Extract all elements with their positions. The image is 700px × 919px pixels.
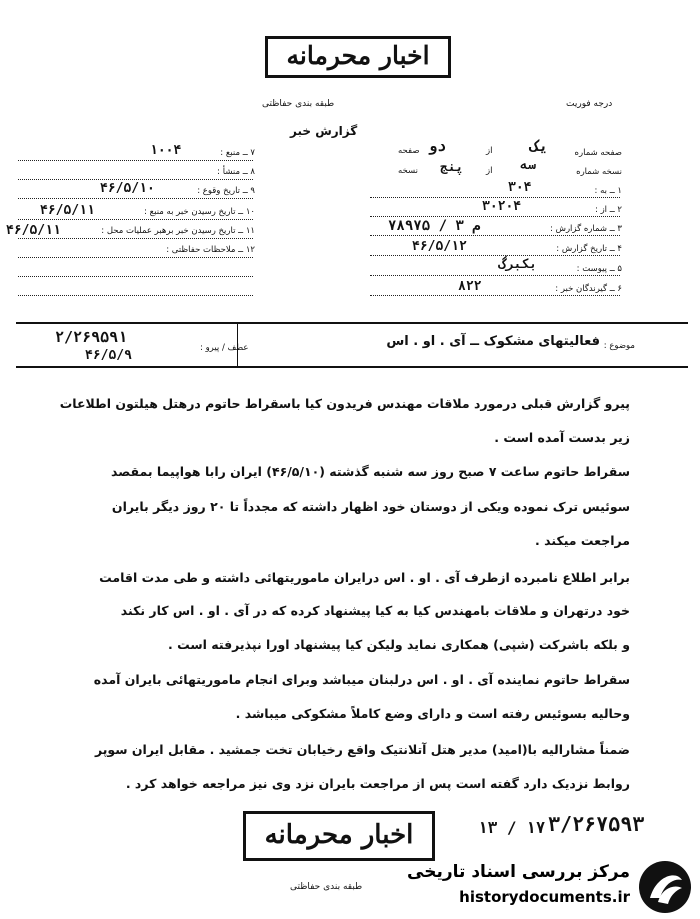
field-line [18,238,253,239]
subject-top-rule [16,322,688,324]
field-line [370,295,620,296]
report-date-label: ۴ ــ تاریخ گزارش : [556,244,622,254]
report-title: گزارش خبر [290,124,358,138]
reference-label: عطف / پیرو : [200,343,249,353]
copy-total-value: پنج [440,160,464,175]
body-line: و بلکه باشرکت (شپی) همکاری نماید ولیکن کیا پیشنهاد اورا نپذیرفته است . [168,637,630,652]
report-date-value: ۴۶/۵/۱۲ [412,239,467,254]
field-line [370,235,620,236]
body-line: مراجعت میکند . [535,533,630,548]
classification-label-bottom: طبقه بندی حفاظتی [290,882,363,892]
body-line: سقراط حاتوم ساعت ۷ صبح روز سه شنبه گذشته (۴۶/۵/۱۰) ایران رابا هواپیما بمقصد [110,464,630,479]
page-of-label: از [486,146,493,156]
field-value-leader-receipt-date: ۴۶/۵/۱۱ [6,223,61,238]
body-line: روابط نزدیک دارد گفته است پس از مراجعت بایران نزد وی نیز مراجعه خواهد کرد . [125,776,630,791]
archive-logo-icon [636,858,694,916]
reference-number: ۲/۲۶۹۵۹۱ [55,328,128,346]
body-line: سقراط حاتوم نماینده آی . او . اس درلبنان میباشد وبرای انجام ماموریتهائی بایران آمده [93,672,630,687]
report-number-label: ۳ ــ شماره گزارش : [550,224,622,234]
body-line: ضمناً مشارالیه با(امید) مدیر هتل آتلانتیک واقع رخیابان تخت جمشید . مقابل ایران سوپر [94,742,630,757]
field-label-occurrence-date: ۹ ــ تاریخ وقوع : [197,186,255,196]
field-label-source-receipt-date: ۱۰ ــ تاریخ رسیدن خبر به منبع : [144,207,255,217]
copy-unit: نسخه [398,166,418,176]
report-number-value: ۷۸۹۷۵ / ۳ م [388,218,481,234]
page-number-value: یک [530,137,549,155]
reference-date: ۴۶/۵/۹ [85,348,132,363]
field-line [18,160,253,161]
subject-value: فعالیتهای مشکوک ــ آی . او . اس [386,334,600,349]
classification-label-top: طبقه بندی حفاظتی [262,99,335,109]
watermark-english: historydocuments.ir [459,888,630,906]
field-label-security-notes: ۱۲ ــ ملاحظات حفاظتی : [166,245,255,255]
page-number-label: صفحه شماره [574,148,622,158]
field-line [370,275,620,276]
to-label: ۱ ــ به : [594,186,622,196]
field-value-source-receipt-date: ۴۶/۵/۱۱ [40,203,95,218]
attachment-value: بکبرگ [498,257,538,272]
body-line: زیر بدست آمده است . [494,430,630,445]
body-line: پیرو گزارش قبلی درمورد ملاقات مهندس فریدون کیا باسقراط حاتوم درهتل هیلتون اطلاعات [59,396,630,411]
classification-stamp-bottom: اخبار محرمانه [243,811,435,861]
field-label-leader-receipt-date: ۱۱ ــ تاریخ رسیدن خبر برهبر عملیات محل : [101,226,255,236]
body-line: وحالیه بسوئیس رفته است و دارای وضع کاملاً مشکوکی میباشد . [235,706,630,721]
field-line [370,197,620,198]
field-line [18,257,253,258]
recipients-label: ۶ ــ گیرندگان خبر : [555,284,622,294]
bottom-handwritten-date: ۱۳ / ۱۷ [478,818,546,837]
field-line [18,295,253,296]
field-value-source: ۱۰۰۴ [150,143,182,158]
priority-label: درجه فوریت [566,99,613,109]
subject-bottom-rule [16,366,688,368]
field-value-occurrence-date: ۴۶/۵/۱۰ [100,181,155,196]
subject-label: موضوع : [603,341,635,351]
body-line: سوئیس ترک نموده ویکی از دوستان خود اظهار داشته که مجدداً تا ۲۰ روز دیگر بایران [111,499,630,514]
bottom-document-number: ۳/۲۶۷۵۹۳ [548,812,645,836]
field-line [18,219,253,220]
page-unit: صفحه [398,146,420,156]
to-value: ۳۰۴ [508,180,532,195]
field-line [370,255,620,256]
recipients-value: ۸۲۲ [458,279,482,294]
watermark-persian: مرکز بررسی اسناد تاریخی [407,862,630,882]
field-line [18,179,253,180]
field-line [18,276,253,277]
copy-number-label: نسخه شماره [576,167,622,177]
attachment-label: ۵ ــ پیوست : [576,264,622,274]
field-label-origin: ۸ ــ منشأ : [217,167,255,177]
field-line [370,216,620,217]
classification-stamp-top: اخبار محرمانه [265,36,451,78]
field-label-source: ۷ ــ منبع : [220,148,255,158]
body-line: برابر اطلاع نامبرده ازطرف آی . او . اس درایران ماموریتهائی داشته و طی مدت اقامت [99,570,630,585]
from-value: ۳۰۲۰۴ [482,199,522,214]
from-label: ۲ ــ از : [595,205,622,215]
body-line: خود درتهران و ملاقات بامهندس کیا به کیا پیشنهاد کرده که در آی . او . اس کار نکند [120,603,630,618]
field-line [18,198,253,199]
page-total-value: دو [428,137,447,155]
copy-of-label: از [486,166,493,176]
copy-number-value: سه [520,158,536,173]
